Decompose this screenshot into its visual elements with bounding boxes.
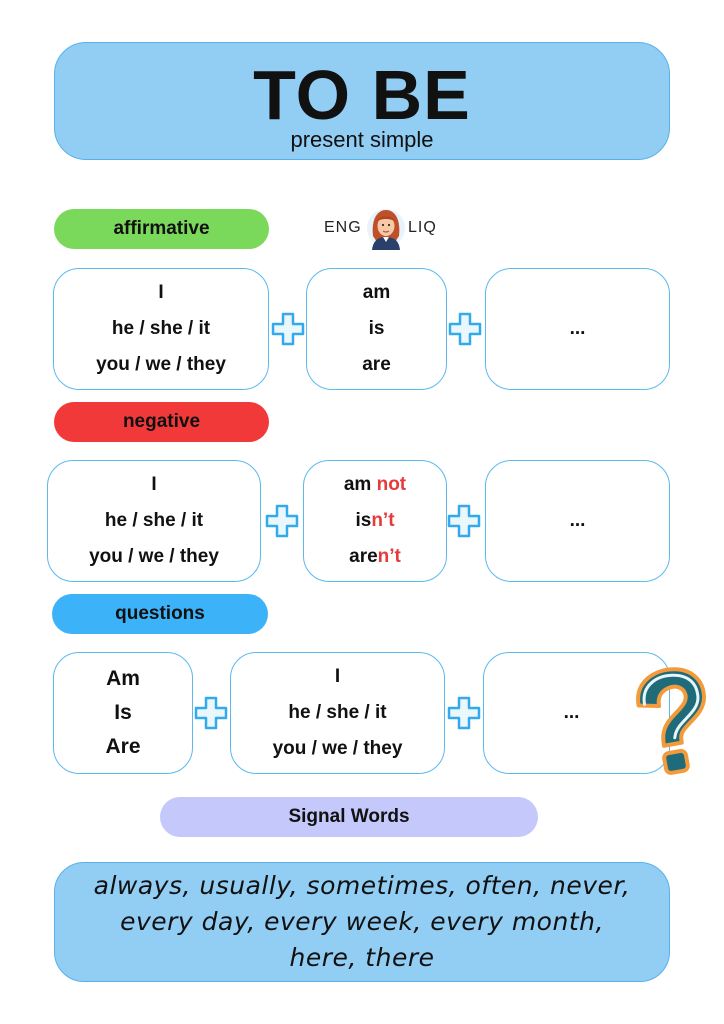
pronoun-he-she-it: he / she / it: [111, 318, 211, 339]
signal-words-text: always, usually, sometimes, often, never, every day, every week, every month, here, there: [93, 871, 631, 972]
plus-icon: [193, 695, 229, 731]
verb-is: Is: [114, 701, 132, 724]
negation-suffix: n’t: [377, 546, 401, 567]
pronoun-you-we-they: you / we / they: [272, 738, 403, 759]
plus-icon: [447, 311, 483, 347]
plus-icon: [446, 503, 482, 539]
verb-are: are: [362, 354, 391, 375]
negative-pronouns-box: [47, 460, 261, 582]
questions-label: questions: [52, 594, 268, 634]
verb-is: is: [368, 318, 385, 339]
verb-base: is: [355, 510, 372, 531]
teacher-avatar-icon: [366, 206, 406, 250]
verb-base: am: [343, 474, 377, 495]
verb-are: Are: [105, 735, 141, 758]
title-banner: [54, 42, 670, 160]
plus-icon: [446, 695, 482, 731]
negative-verbs-box: [303, 460, 447, 582]
page-subtitle: present simple: [290, 127, 434, 152]
questions-verbs-box: [53, 652, 193, 774]
negative-label: negative: [54, 402, 269, 442]
signal-words-label: Signal Words: [160, 797, 538, 837]
questions-pronouns-box: [230, 652, 445, 774]
engliq-logo: [322, 205, 442, 251]
verb-am: Am: [106, 667, 140, 690]
verb-isnt: [355, 503, 394, 539]
ellipsis: ...: [569, 318, 586, 339]
affirmative-verbs-box: [306, 268, 447, 390]
pronoun-he-she-it: he / she / it: [288, 702, 387, 723]
pronoun-i: I: [334, 666, 341, 687]
plus-icon: [270, 311, 306, 347]
plus-icon: [264, 503, 300, 539]
affirmative-rest-box: [485, 268, 670, 390]
pronoun-you-we-they: you / we / they: [89, 546, 219, 567]
ellipsis: ...: [563, 702, 580, 723]
logo-text-left: ENG: [324, 219, 362, 236]
verb-arent: [349, 539, 401, 575]
question-mark-icon: [628, 664, 716, 780]
pronoun-i: I: [151, 474, 157, 495]
negation-suffix: n’t: [371, 510, 395, 531]
negative-rest-box: [485, 460, 670, 582]
negation-suffix: not: [376, 474, 407, 495]
pronoun-he-she-it: he / she / it: [104, 510, 204, 531]
verb-am-not: [344, 467, 406, 503]
affirmative-pronouns-box: [53, 268, 269, 390]
pronoun-i: I: [158, 282, 164, 303]
page-title: TO BE: [253, 56, 471, 134]
pronoun-you-we-they: you / we / they: [96, 354, 226, 375]
verb-base: are: [349, 546, 378, 567]
affirmative-label: affirmative: [54, 209, 269, 249]
signal-words-box: [54, 862, 670, 982]
ellipsis: ...: [569, 510, 586, 531]
verb-am: am: [362, 282, 391, 303]
logo-text-right: LIQ: [408, 219, 437, 236]
